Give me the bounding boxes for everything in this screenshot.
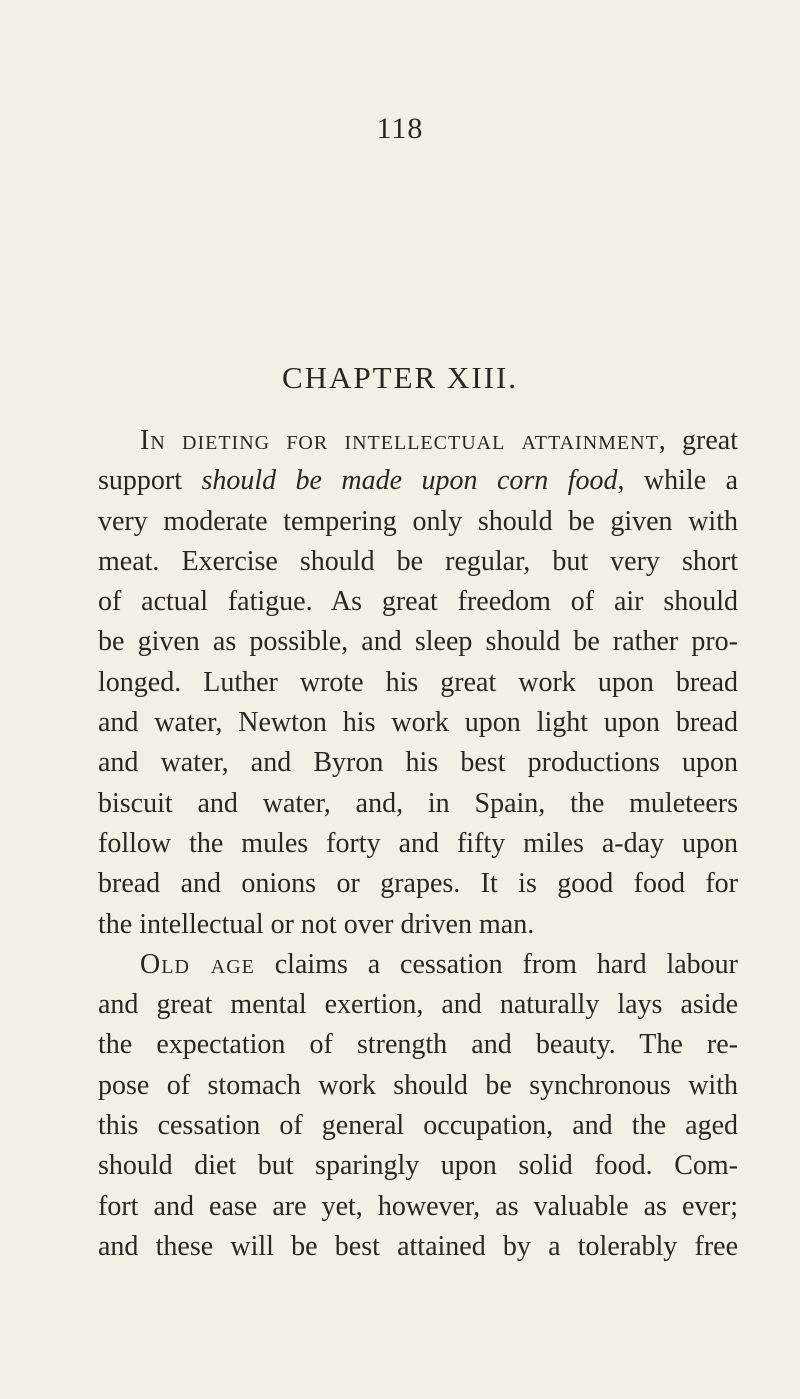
text-line — [98, 945, 738, 985]
text-line — [98, 1106, 738, 1146]
text-run: of actual fatigue. As great freedom of air should — [98, 586, 738, 618]
text-line — [98, 542, 738, 582]
text-line — [98, 784, 738, 824]
text-run: fort and ease are yet, however, as valuable as ever; — [98, 1190, 738, 1222]
text-run: support — [98, 465, 202, 497]
text-line — [98, 824, 738, 864]
text-line — [98, 1146, 738, 1186]
text-line — [98, 1025, 738, 1065]
text-run: this cessation of general occupation, and the aged — [98, 1110, 738, 1142]
text-run: meat. Exercise should be regular, but very short — [98, 545, 738, 577]
page-number: 118 — [376, 112, 424, 145]
paragraph — [98, 421, 738, 945]
paragraph — [98, 945, 738, 1267]
text-line — [98, 502, 738, 542]
text-line — [98, 461, 738, 501]
text-run: great — [666, 425, 738, 456]
text-run: and water, Newton his work upon light upon bread — [98, 707, 738, 739]
text-line — [98, 1187, 738, 1227]
text-line — [98, 743, 738, 783]
text-run: and these will be best attained by a tolerably free — [98, 1230, 738, 1262]
text-run: be given as possible, and sleep should be rather pro- — [98, 626, 738, 658]
text-line — [98, 1227, 738, 1267]
text-run: pose of stomach work should be synchronous with — [98, 1069, 738, 1101]
text-line — [98, 985, 738, 1025]
text-run: the intellectual or not over driven man. — [98, 908, 535, 940]
text-run: biscuit and water, and, in Spain, the muleteers — [98, 787, 738, 819]
text-run: bread and onions or grapes. It is good food for — [98, 868, 738, 900]
small-caps-text: Old age — [140, 948, 255, 980]
text-line — [98, 421, 738, 461]
text-line — [98, 905, 738, 945]
text-line — [98, 622, 738, 662]
text-run: very moderate tempering only should be given with — [98, 505, 738, 537]
text-run: , while a — [617, 465, 738, 497]
italic-text: should be made upon corn food — [201, 465, 618, 497]
text-line — [98, 703, 738, 743]
chapter-title: CHAPTER XIII. — [281, 360, 519, 395]
text-run: should diet but sparingly upon solid food. Com- — [98, 1150, 738, 1182]
text-run: the expectation of strength and beauty. The re- — [98, 1029, 738, 1061]
text-run: follow the mules forty and fifty miles a-day upon — [98, 827, 738, 859]
small-caps-text: In dieting for intellectual attainment, — [140, 425, 667, 456]
text-line — [98, 663, 738, 703]
text-line — [98, 864, 738, 904]
text-run: longed. Luther wrote his great work upon bread — [98, 666, 738, 698]
text-run: and water, and Byron his best productions upon — [98, 747, 738, 779]
text-run: claims a cessation from hard labour — [254, 948, 739, 980]
text-line — [98, 582, 738, 622]
text-run: and great mental exertion, and naturally lays aside — [98, 989, 738, 1021]
text-line — [98, 1066, 738, 1106]
chapter-body — [98, 421, 738, 1267]
